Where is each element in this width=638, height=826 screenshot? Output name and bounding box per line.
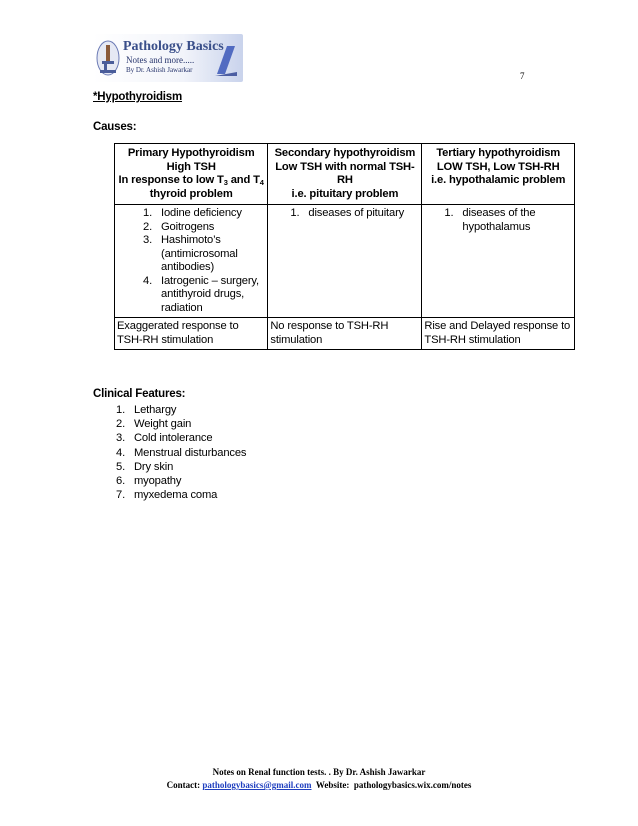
page-footer <box>0 766 638 792</box>
pathology-basics-logo <box>93 34 243 82</box>
clinical-features-heading: Clinical Features: <box>93 388 186 400</box>
tertiary-causes-cell <box>422 205 575 318</box>
tertiary-title: Tertiary hypothyroidism <box>436 147 561 159</box>
tertiary-response-cell: Rise and Delayed response to TSH-RH stimulation <box>422 318 575 350</box>
table-header-row <box>115 144 575 205</box>
tertiary-header-cell <box>422 144 575 205</box>
list-item: 1. diseases of the hypothalamus <box>456 207 572 234</box>
list-item: 5. Dry skin <box>128 460 246 474</box>
secondary-problem: i.e. pituitary problem <box>291 187 399 200</box>
causes-table <box>114 143 575 350</box>
primary-tsh: High TSH <box>166 160 216 173</box>
list-item: 6. myopathy <box>128 474 246 488</box>
list-item: 4. Iatrogenic – surgery, antithyroid drugs, radiation <box>155 275 265 316</box>
tertiary-problem: i.e. hypothalamic problem <box>431 174 566 186</box>
list-item: 2. Goitrogens <box>155 221 265 235</box>
primary-causes-cell <box>115 205 268 318</box>
section-title: *Hypothyroidism <box>93 91 183 103</box>
tertiary-tsh: LOW TSH, Low TSH-RH <box>436 160 560 173</box>
logo-title: Pathology Basics <box>123 39 224 54</box>
list-item: 3. Cold intolerance <box>128 431 246 445</box>
list-item: 1. Iodine deficiency <box>155 207 265 221</box>
list-item: 3. Hashimoto’s (antimicrosomal antibodies) <box>155 234 265 275</box>
primary-response-note: In response to low $T_3$ and $T_4$ <box>118 174 264 187</box>
logo-author: By Dr. Ashish Jawarkar <box>126 66 193 74</box>
logo-subtitle: Notes and more..... <box>126 55 195 65</box>
secondary-tsh: Low TSH with normal TSH-RH <box>275 160 415 186</box>
tertiary-causes-list <box>424 207 572 234</box>
primary-problem: thyroid problem <box>149 187 233 200</box>
secondary-title: Secondary hypothyroidism <box>274 147 416 159</box>
table-response-row <box>115 318 575 350</box>
primary-header-cell <box>115 144 268 205</box>
primary-causes-list <box>117 207 265 315</box>
page-number: 7 <box>520 71 525 81</box>
secondary-causes-list <box>270 207 419 221</box>
footer-website: Website: pathologybasics.wix.com/notes <box>311 780 472 790</box>
secondary-header-cell <box>268 144 422 205</box>
causes-heading: Causes: <box>93 121 137 133</box>
logo-decoration-icon <box>215 42 237 76</box>
secondary-causes-cell <box>268 205 422 318</box>
footer-title: Notes on Renal function tests. . By Dr. Ashish Jawarkar <box>212 767 426 777</box>
clinical-features-list <box>110 403 246 502</box>
primary-response-cell: Exaggerated response to TSH-RH stimulation <box>115 318 268 350</box>
list-item: 1. diseases of pituitary <box>302 207 419 221</box>
email-link[interactable]: pathologybasics@gmail.com <box>202 780 312 790</box>
list-item: 1. Lethargy <box>128 403 246 417</box>
primary-title: Primary Hypothyroidism <box>127 147 255 159</box>
list-item: 4. Menstrual disturbances <box>128 446 246 460</box>
footer-contact: Contact: pathologybasics@gmail.com Website: pathologybasics.wix.com/notes <box>166 780 472 790</box>
table-causes-row <box>115 205 575 318</box>
microscope-emblem-icon <box>95 38 121 78</box>
secondary-response-cell: No response to TSH-RH stimulation <box>268 318 422 350</box>
list-item: 2. Weight gain <box>128 417 246 431</box>
list-item: 7. myxedema coma <box>128 488 246 502</box>
